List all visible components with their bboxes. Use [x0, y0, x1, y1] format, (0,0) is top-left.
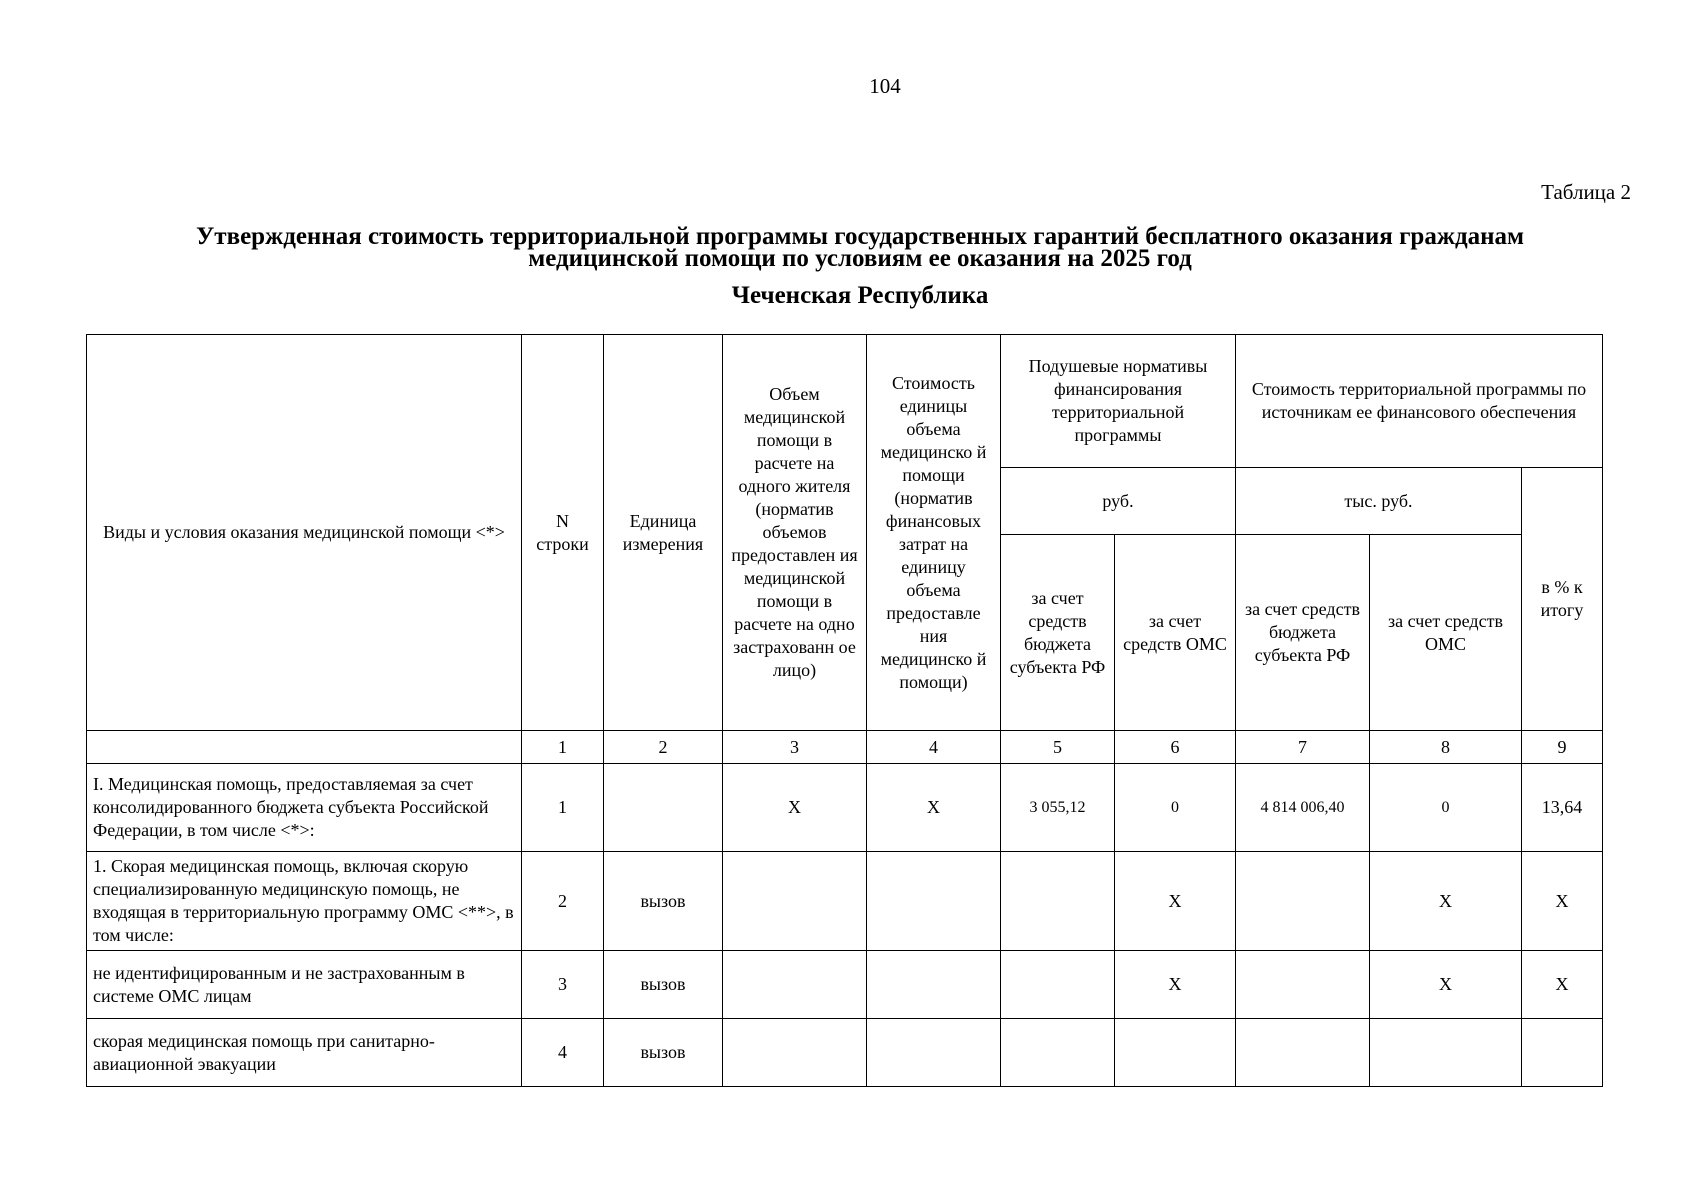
row-percent: Х [1522, 951, 1603, 1019]
row-volume [723, 1019, 867, 1087]
row-cost [867, 1019, 1001, 1087]
row-percent: 13,64 [1522, 764, 1603, 852]
row-cost-oms: 0 [1370, 764, 1522, 852]
region-name: Чеченская Республика [731, 282, 989, 309]
row-cost-oms: Х [1370, 951, 1522, 1019]
header-budget-rf-5: за счет средств бюджета субъекта РФ [1001, 535, 1115, 731]
table-row [87, 1019, 1603, 1087]
column-number: 3 [723, 731, 867, 764]
column-number-row [87, 731, 1603, 764]
column-number: 4 [867, 731, 1001, 764]
header-thous-rub: тыс. руб. [1236, 468, 1522, 535]
row-name: I. Медицинская помощь, предоставляемая за счет консолидированного бюджета субъекта Российской Федерации, в том числе <*>: [87, 764, 522, 852]
row-name: 1. Скорая медицинская помощь, включая скорую специализированную медицинскую помощь, не входящая в территориальную программу ОМС <**>, в том числе: [87, 852, 522, 951]
table-row [87, 764, 1603, 852]
title-line-2: медицинской помощи по условиям ее оказания на 2025 год [528, 245, 1192, 272]
column-number: 7 [1236, 731, 1370, 764]
header-volume: Объем медицинской помощи в расчете на одного жителя (норматив объемов предоставлен ия медицинской помощи в расчете на одно застрахованн ое лицо) [723, 335, 867, 731]
row-per-capita-oms: Х [1115, 852, 1236, 951]
table-row [87, 951, 1603, 1019]
header-percent: в % к итогу [1522, 468, 1603, 731]
row-unit: вызов [604, 1019, 723, 1087]
header-row-number: N строки [522, 335, 604, 731]
row-cost-budget [1236, 1019, 1370, 1087]
row-cost: Х [867, 764, 1001, 852]
header-cost: Стоимость единицы объема медицинско й помощи (норматив финансовых затрат на единицу объема предоставле ния медицинско й помощи) [867, 335, 1001, 731]
document-title [60, 223, 1660, 272]
row-volume: Х [723, 764, 867, 852]
column-number: 8 [1370, 731, 1522, 764]
column-number: 1 [522, 731, 604, 764]
column-number: 5 [1001, 731, 1115, 764]
page-number: 104 [869, 74, 901, 98]
row-number: 4 [522, 1019, 604, 1087]
row-cost-budget [1236, 852, 1370, 951]
row-name: не идентифицированным и не застрахованным в системе ОМС лицам [87, 951, 522, 1019]
row-name: скорая медицинская помощь при санитарно-авиационной эвакуации [87, 1019, 522, 1087]
header-row-1 [87, 335, 1603, 468]
row-percent: Х [1522, 852, 1603, 951]
row-cost-budget: 4 814 006,40 [1236, 764, 1370, 852]
column-number: 2 [604, 731, 723, 764]
header-program-cost: Стоимость территориальной программы по источникам ее финансового обеспечения [1236, 335, 1603, 468]
header-oms-8: за счет средств ОМС [1370, 535, 1522, 731]
header-oms-6: за счет средств ОМС [1115, 535, 1236, 731]
table-label: Таблица 2 [1541, 180, 1631, 204]
header-unit: Единица измерения [604, 335, 723, 731]
cost-table [86, 334, 1603, 1087]
title-line-1: Утвержденная стоимость территориальной программы государственных гарантий бесплатного оказания гражданам [195, 223, 1525, 250]
header-rub: руб. [1001, 468, 1236, 535]
row-percent [1522, 1019, 1603, 1087]
row-volume [723, 852, 867, 951]
row-cost-oms [1370, 1019, 1522, 1087]
row-cost-budget [1236, 951, 1370, 1019]
column-number-empty [87, 731, 522, 764]
row-cost-oms: Х [1370, 852, 1522, 951]
column-number: 6 [1115, 731, 1236, 764]
row-unit: вызов [604, 852, 723, 951]
row-number: 1 [522, 764, 604, 852]
row-per-capita-budget [1001, 951, 1115, 1019]
row-volume [723, 951, 867, 1019]
row-per-capita-oms: Х [1115, 951, 1236, 1019]
header-types: Виды и условия оказания медицинской помощи <*> [87, 335, 522, 731]
row-per-capita-oms [1115, 1019, 1236, 1087]
row-per-capita-budget [1001, 852, 1115, 951]
table-row [87, 852, 1603, 951]
row-per-capita-budget: 3 055,12 [1001, 764, 1115, 852]
header-per-capita: Подушевые нормативы финансирования территориальной программы [1001, 335, 1236, 468]
row-cost [867, 951, 1001, 1019]
header-budget-rf-7: за счет средств бюджета субъекта РФ [1236, 535, 1370, 731]
row-number: 3 [522, 951, 604, 1019]
row-number: 2 [522, 852, 604, 951]
row-unit [604, 764, 723, 852]
row-per-capita-oms: 0 [1115, 764, 1236, 852]
row-unit: вызов [604, 951, 723, 1019]
row-cost [867, 852, 1001, 951]
row-per-capita-budget [1001, 1019, 1115, 1087]
column-number: 9 [1522, 731, 1603, 764]
